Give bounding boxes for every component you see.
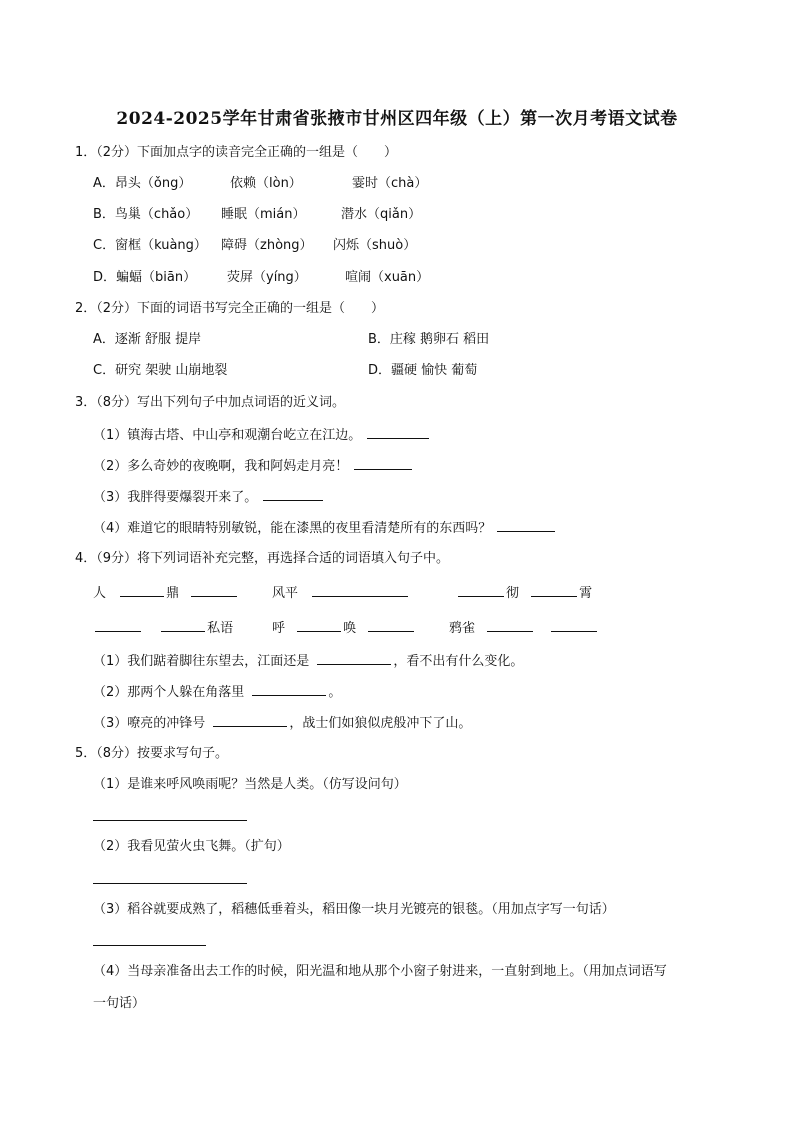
q4-sentence-2 [93,682,341,702]
q3-sentence-4-text: （4）难道它的眼睛特别敏锐，能在漆黑的夜里看清楚所有的东西吗？ [93,521,492,536]
q5-answer-line-3[interactable] [93,945,206,946]
q5-answer-line-1[interactable] [93,820,247,821]
q4-blank-11[interactable] [551,618,597,632]
q3-sentence-2 [93,456,414,476]
q4-word-5 [272,618,416,638]
q4-sentence-blank-2[interactable] [252,682,326,696]
q2-option-d: D．疆硬 愉快 葡萄 [368,363,478,378]
q2-option-b: B．庄稼 鹅卵石 稻田 [368,332,490,347]
q4-word-1 [93,583,239,603]
q3-sentence-1-text: （1）镇海古塔、中山亭和观潮台屹立在江边。 [93,428,362,443]
q2-option-a: A．逐渐 舒服 提岸 [93,332,202,347]
q1-option-a-2: 依赖（lòn） [230,176,302,191]
q5-sentence-4-cont: 一句话） [93,996,146,1011]
q1-option-d-1: D．蝙蝠（biān） [93,270,197,285]
q4-word-2-text: 风平 [272,586,299,601]
q4-word-3-char-1: 彻 [506,586,520,601]
q4-word-4-text: 私语 [207,621,234,636]
q4-blank-1[interactable] [120,583,164,597]
q4-sentence-3-tail: ，战士们如狼似虎般冲下了山。 [289,716,472,731]
q4-sentence-2-head: （2）那两个人躲在角落里 [93,685,245,700]
q5-sentence-1: （1）是谁来呼风唤雨呢？当然是人类。（仿写设问句） [93,777,407,792]
q1-option-c-3: 闪烁（shuò） [333,238,417,253]
q4-blank-8[interactable] [297,618,341,632]
q4-word-5-char-1: 呼 [272,621,286,636]
q4-sentence-blank-1[interactable] [317,651,391,665]
q4-sentence-3-head: （3）嘹亮的冲锋号 [93,716,206,731]
q1-option-b-1: B．鸟巢（chǎo） [93,207,199,222]
q3-answer-blank-4[interactable] [497,518,555,532]
q4-stem: 4．（9分）将下列词语补充完整，再选择合适的词语填入句子中。 [75,551,450,566]
q3-sentence-1 [93,425,431,445]
q5-answer-line-2[interactable] [93,883,247,884]
q4-sentence-1-head: （1）我们踮着脚往东望去，江面还是 [93,654,310,669]
q4-word-3 [456,583,592,603]
q3-stem: 3．（8分）写出下列句子中加点词语的近义词。 [75,395,346,410]
q4-word-5-char-2: 唤 [343,621,357,636]
q2-option-c: C．研究 架驶 山崩地裂 [93,363,228,378]
q1-option-a-1: A．昂头（ǒng） [93,176,192,191]
q4-sentence-1-tail: ，看不出有什么变化。 [393,654,524,669]
q4-word-3-char-2: 霄 [579,586,593,601]
q5-stem: 5．（8分）按要求写句子。 [75,746,229,761]
exam-title: 2024-2025学年甘肃省张掖市甘州区四年级（上）第一次月考语文试卷 [116,109,678,129]
q4-word-4 [93,618,233,638]
q4-sentence-3 [93,713,471,733]
q4-sentence-blank-3[interactable] [213,713,287,727]
q1-option-c-1: C．窗框（kuàng） [93,238,207,253]
q1-stem: 1．（2分）下面加点字的读音完全正确的一组是（ ） [75,145,398,160]
q5-sentence-4: （4）当母亲准备出去工作的时候，阳光温和地从那个小窗子射进来，一直射到地上。（用加点词语写 [93,964,667,979]
q4-blank-10[interactable] [487,618,533,632]
q1-option-a-3: 霎时（chà） [352,176,428,191]
q5-sentence-2: （2）我看见萤火虫飞舞。（扩句） [93,839,290,854]
q4-blank-7[interactable] [161,618,205,632]
q3-answer-blank-3[interactable] [263,487,323,501]
q1-option-c-2: 障碍（zhòng） [221,238,313,253]
q3-answer-blank-2[interactable] [354,456,412,470]
q4-blank-2[interactable] [191,583,237,597]
q3-answer-blank-1[interactable] [367,425,429,439]
q4-word-6 [449,618,599,638]
q3-sentence-3-text: （3）我胖得要爆裂开来了。 [93,490,258,505]
q4-sentence-1 [93,651,523,671]
q4-word-1-char-2: 鼎 [166,586,180,601]
q1-option-d-3: 喧闹（xuān） [345,270,430,285]
q4-word-6-text: 鸦雀 [449,621,476,636]
q4-sentence-2-tail: 。 [328,685,342,700]
q3-sentence-2-text: （2）多么奇妙的夜晚啊，我和阿妈走月亮！ [93,459,349,474]
q3-sentence-3 [93,487,325,507]
q4-word-1-char: 人 [93,586,107,601]
q4-blank-3[interactable] [312,583,408,597]
q1-option-b-2: 睡眠（mián） [221,207,306,222]
q5-sentence-3: （3）稻谷就要成熟了，稻穗低垂着头，稻田像一块月光镀亮的银毯。（用加点字写一句话） [93,902,615,917]
q1-option-d-2: 荧屏（yíng） [227,270,307,285]
q3-sentence-4 [93,518,557,538]
q4-word-2 [272,583,410,603]
q4-blank-5[interactable] [531,583,577,597]
q2-stem: 2．（2分）下面的词语书写完全正确的一组是（ ） [75,301,385,316]
q1-option-b-3: 潜水（qiǎn） [341,207,422,222]
q4-blank-4[interactable] [458,583,504,597]
q4-blank-9[interactable] [368,618,414,632]
q4-blank-6[interactable] [95,618,141,632]
